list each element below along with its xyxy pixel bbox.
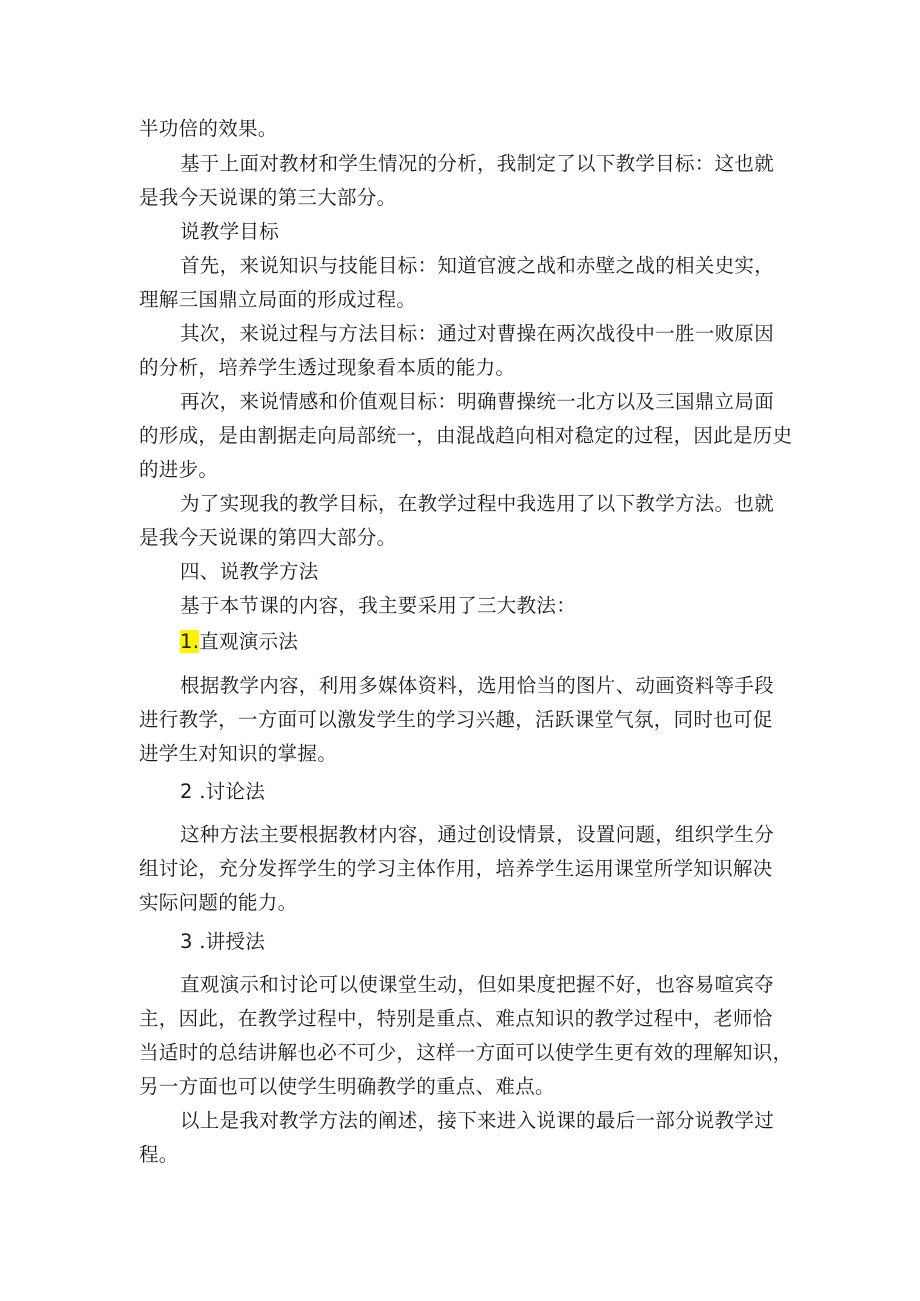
text-line: 直观演示和讨论可以使课堂生动，但如果度把握不好，也容易喧宾夺: [180, 973, 775, 996]
text-line: 基于上面对教材和学生情况的分析，我制定了以下教学目标：这也就: [180, 152, 775, 175]
text-line: 这种方法主要根据教材内容，通过创设情景，设置问题，组织学生分: [180, 823, 775, 846]
text-line: 主，因此，在教学过程中，特别是重点、难点知识的教学过程中，老师恰: [139, 1007, 773, 1030]
text-line: 组讨论，充分发挥学生的学习主体作用，培养学生运用课堂所学知识解决: [139, 857, 773, 880]
method-title: .讨论法: [192, 780, 266, 803]
text-line: 进行教学，一方面可以激发学生的学习兴趣，活跃课堂气氛，同时也可促: [139, 708, 773, 731]
section-heading: 说教学目标: [180, 220, 280, 243]
text-line: 的进步。: [139, 458, 219, 481]
section-heading: 四、说教学方法: [180, 560, 319, 583]
method-heading: [180, 629, 298, 655]
text-line: 是我今天说课的第三大部分。: [139, 186, 397, 209]
method-title: .讲授法: [192, 930, 266, 953]
method-number: 3: [180, 930, 193, 953]
text-line: 是我今天说课的第四大部分。: [139, 526, 397, 549]
text-line: 当适时的总结讲解也必不可少，这样一方面可以使学生更有效的理解知识，: [139, 1041, 793, 1064]
text-line: 进学生对知识的掌握。: [139, 742, 338, 765]
method-number: 2: [180, 780, 193, 803]
text-line: 再次，来说情感和价值观目标：明确曹操统一北方以及三国鼎立局面: [180, 390, 775, 413]
method-number: 1.: [180, 630, 200, 653]
text-line: 理解三国鼎立局面的形成过程。: [139, 288, 417, 311]
text-line: 首先，来说知识与技能目标：知道官渡之战和赤壁之战的相关史实，: [180, 254, 775, 277]
text-line: 半功倍的效果。: [139, 117, 278, 140]
method-heading: [180, 779, 265, 805]
text-line: 以上是我对教学方法的阐述，接下来进入说课的最后一部分说教学过: [180, 1109, 775, 1132]
method-heading: [180, 929, 265, 955]
text-line: 的形成，是由割据走向局部统一，由混战趋向相对稳定的过程，因此是历史: [139, 424, 793, 447]
method-title: 直观演示法: [199, 630, 299, 653]
text-line: 实际问题的能力。: [139, 891, 298, 914]
text-line: 为了实现我的教学目标，在教学过程中我选用了以下教学方法。也就: [180, 492, 775, 515]
text-line: 另一方面也可以使学生明确教学的重点、难点。: [139, 1075, 555, 1098]
text-line: 程。: [139, 1143, 179, 1166]
text-line: 其次，来说过程与方法目标：通过对曹操在两次战役中一胜一败原因: [180, 322, 775, 345]
text-line: 的分析，培养学生透过现象看本质的能力。: [139, 356, 516, 379]
text-line: 根据教学内容，利用多媒体资料，选用恰当的图片、动画资料等手段: [180, 674, 775, 697]
text-line: 基于本节课的内容，我主要采用了三大教法：: [180, 594, 577, 617]
